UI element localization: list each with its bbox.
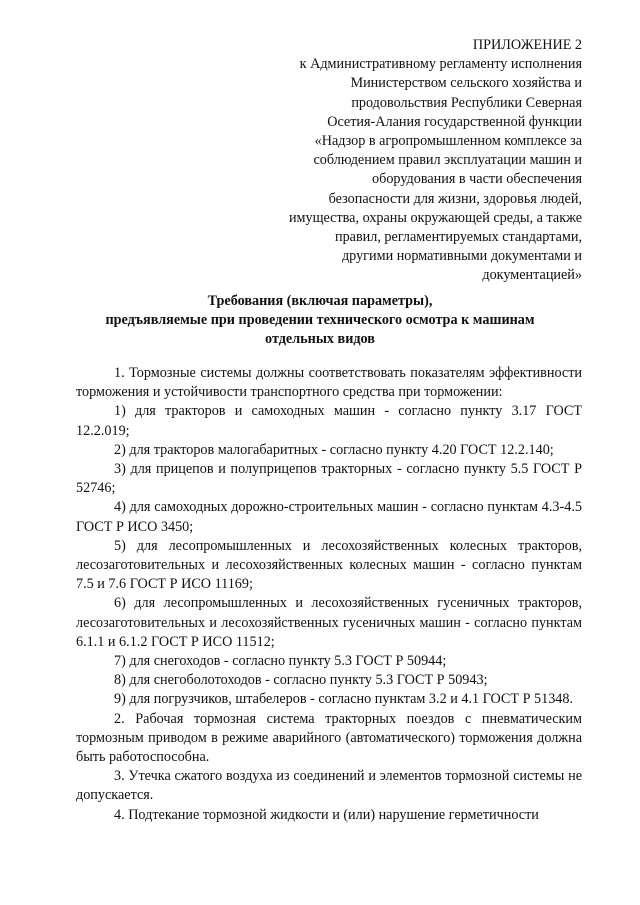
document-title <box>60 292 580 350</box>
appendix-line: к Административному регламенту исполнения <box>299 56 582 73</box>
title-line: предъявляемые при проведении технического осмотра к машинам <box>105 312 535 329</box>
title-line: отдельных видов <box>265 331 375 348</box>
appendix-line: другими нормативными документами и <box>341 248 582 265</box>
appendix-line: Министерством сельского хозяйства и <box>350 75 582 92</box>
appendix-line: «Надзор в агропромышленном комплексе за <box>314 133 582 150</box>
appendix-line: соблюдением правил эксплуатации машин и <box>313 152 582 169</box>
appendix-line: правил, регламентируемых стандартами, <box>334 229 582 246</box>
paragraph: 7) для снегоходов - согласно пункту 5.3 ГОСТ Р 50944; <box>114 653 447 670</box>
paragraph: 1. Тормозные системы должны соответствовать показателям эффективности торможения и устойчивости транспортного средства при торможении: <box>76 365 582 401</box>
paragraph: 4. Подтекание тормозной жидкости и (или) нарушение герметичности <box>114 806 539 823</box>
appendix-line: оборудования в части обеспечения <box>372 171 582 188</box>
paragraph: 2. Рабочая тормозная система тракторных поездов с пневматическим тормозным приводом в режиме аварийного (автоматического) торможения должна быть работоспособна. <box>76 710 582 766</box>
paragraph: 3) для прицепов и полуприцепов тракторных - согласно пункту 5.5 ГОСТ Р 52746; <box>76 461 582 497</box>
paragraph: 2) для тракторов малогабаритных - согласно пункту 4.20 ГОСТ 12.2.140; <box>114 441 554 458</box>
appendix-line: продовольствия Республики Северная <box>351 94 582 111</box>
appendix-line: Осетия-Алания государственной функции <box>327 113 582 130</box>
appendix-header <box>242 36 582 286</box>
document-body <box>76 364 582 825</box>
paragraph: 9) для погрузчиков, штабелеров - согласно пунктам 3.2 и 4.1 ГОСТ Р 51348. <box>114 691 574 708</box>
appendix-line: имущества, охраны окружающей среды, а также <box>288 209 582 226</box>
paragraph: 6) для лесопромышленных и лесохозяйственных гусеничных тракторов, лесозаготовительных и лесохозяйственных гусеничных машин - согласно пунктам 6.1.1 и 6.1.2 ГОСТ Р ИСО 11512; <box>76 595 582 650</box>
paragraph: 8) для снегоболотоходов - согласно пункту 5.3 ГОСТ Р 50943; <box>114 672 488 689</box>
paragraph: 1) для тракторов и самоходных машин - согласно пункту 3.17 ГОСТ 12.2.019; <box>76 403 582 439</box>
paragraph: 5) для лесопромышленных и лесохозяйственных колесных тракторов, лесозаготовительных и лесохозяйственных колесных машин - согласно пунктам 7.5 и 7.6 ГОСТ Р ИСО 11169; <box>76 537 582 593</box>
appendix-heading: ПРИЛОЖЕНИЕ 2 <box>472 37 582 53</box>
appendix-line: документацией» <box>482 267 582 284</box>
title-line: Требования (включая параметры), <box>207 293 433 309</box>
paragraph: 3. Утечка сжатого воздуха из соединений и элементов тормозной системы не допускается. <box>76 768 582 804</box>
appendix-line: безопасности для жизни, здоровья людей, <box>328 190 582 207</box>
paragraph: 4) для самоходных дорожно-строительных машин - согласно пунктам 4.3-4.5 ГОСТ Р ИСО 3450; <box>76 499 582 535</box>
